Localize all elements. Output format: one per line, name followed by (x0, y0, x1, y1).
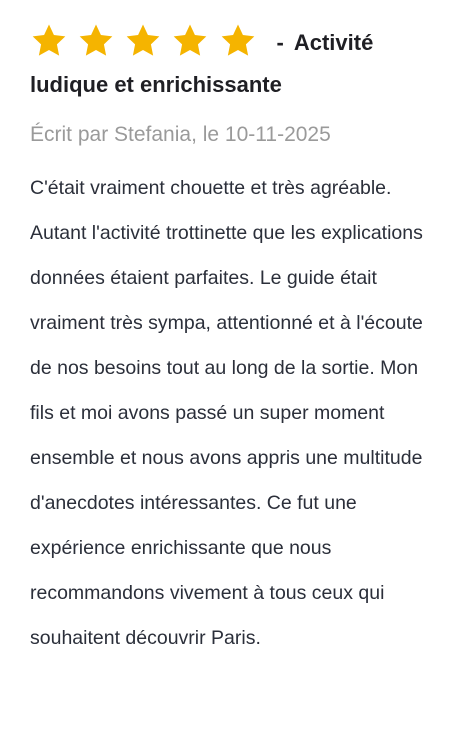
review-title: Activité ludique et enrichissante (30, 30, 374, 97)
star-icon (219, 22, 257, 60)
review-card (30, 22, 430, 661)
star-icon (171, 22, 209, 60)
star-icon (30, 22, 68, 60)
star-rating (30, 22, 257, 64)
review-body: C'était vraiment chouette et très agréable. Autant l'activité trottinette que les explications données étaient parfaites. Le guide était vraiment très sympa, attentionné et à l'écoute de nos besoins tout au long de la sortie. Mon fils et moi avons passé un super moment ensemble et nous avons appris une multitude d'anecdotes intéressantes. Ce fut une expérience enrichissante que nous recommandons vivement à tous ceux qui souhaitent découvrir Paris. (30, 177, 423, 649)
title-separator: - (276, 30, 284, 55)
review-author-date: Écrit par Stefania, le 10-11-2025 (30, 123, 331, 146)
review-header (30, 22, 430, 106)
star-icon (124, 22, 162, 60)
star-icon (77, 22, 115, 60)
